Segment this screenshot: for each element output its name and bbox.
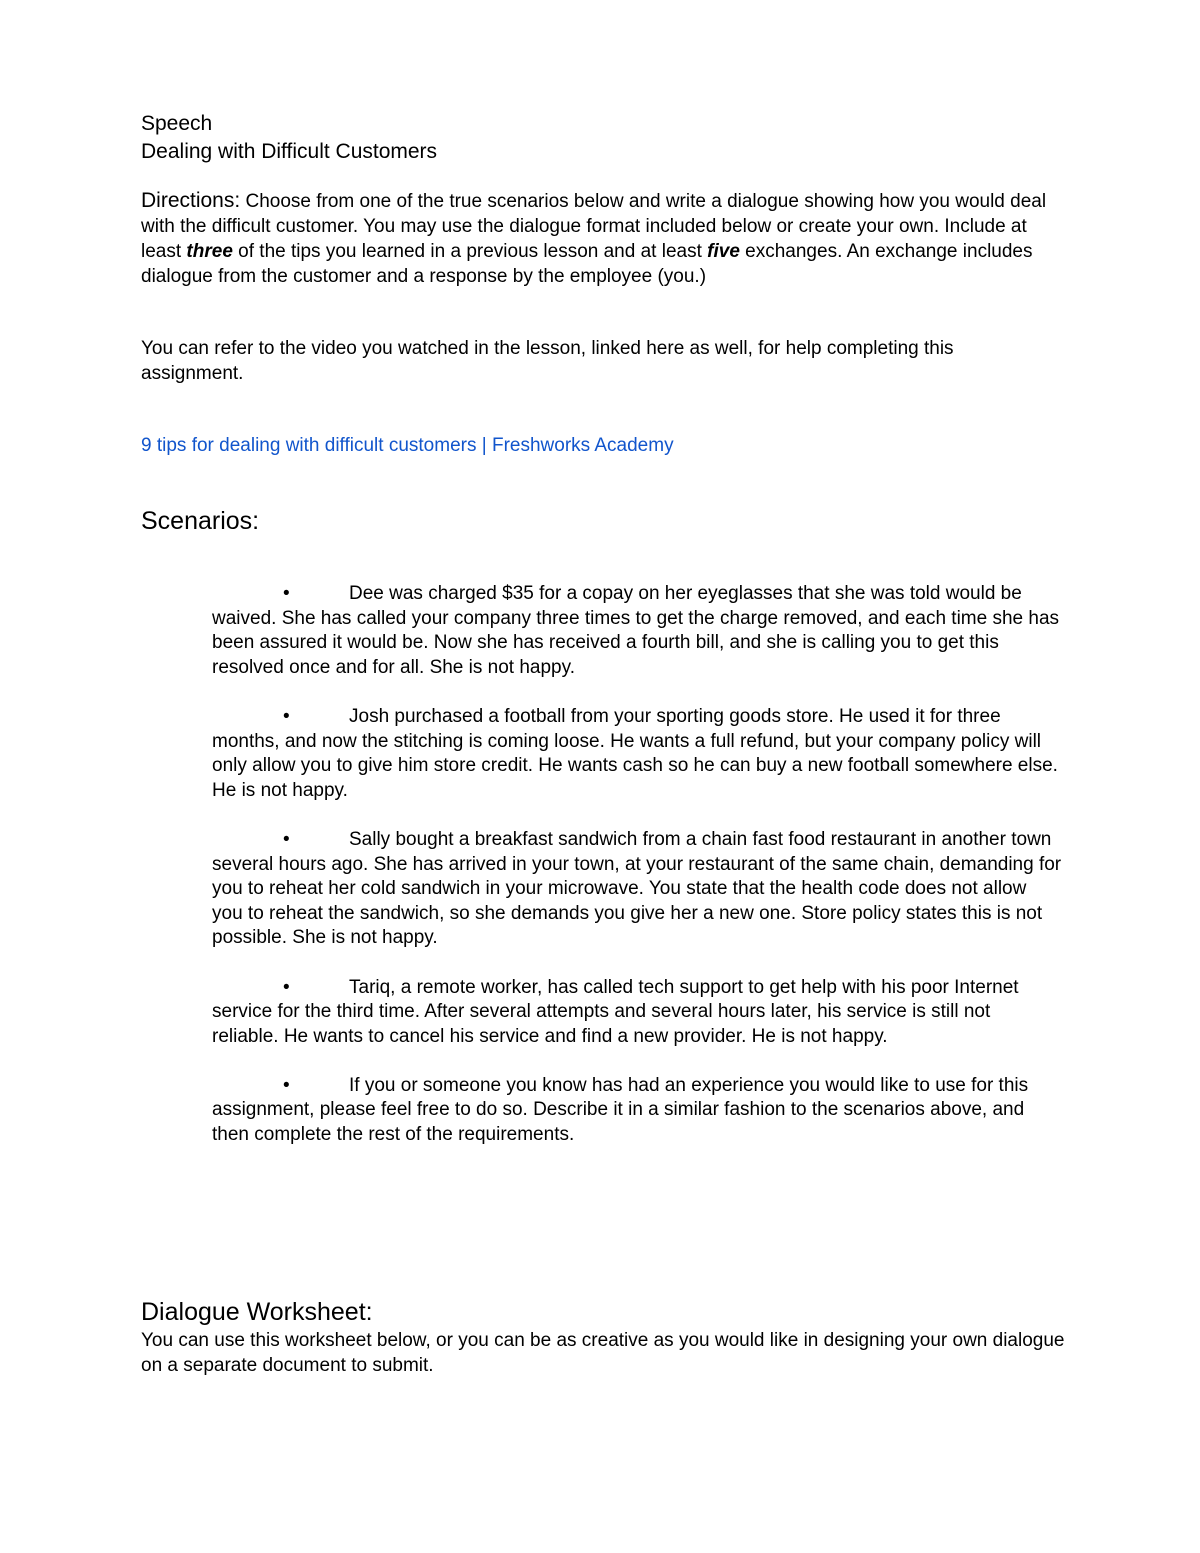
scenario-item [212, 976, 1062, 1050]
scenario-text: Dee was charged $35 for a copay on her eyeglasses that she was told would be waived. She has called your company three times to get the charge removed, and each time she has been assured it would be. Now she has received a fourth bill, and she is calling you to get this resolved once and for all. She is not happy. [212, 583, 1060, 678]
refer-paragraph: You can refer to the video you watched in the lesson, linked here as well, for help completing this assignment. [141, 338, 954, 384]
directions-paragraph [141, 188, 1061, 289]
scenario-item [212, 705, 1062, 803]
worksheet-instructions: You can use this worksheet below, or you can be as creative as you would like in designing your own dialogue on a separate document to submit. [141, 1330, 1065, 1377]
scenarios-list [141, 582, 1062, 1148]
directions-text-part-1: Choose from one of the true scenarios below and write a dialogue showing how you would deal with the difficult customer. You may use the dialogue format included below or create your own. Include at least [141, 191, 1047, 262]
video-link[interactable]: 9 tips for dealing with difficult customers | Freshworks Academy [141, 435, 674, 456]
bullet-icon: • [283, 828, 290, 850]
directions-text-part-3: exchanges. An exchange includes dialogue from the customer and a response by the employee (you.) [141, 241, 1033, 287]
directions-emphasis-five: five [707, 241, 740, 262]
directions-text-part-2: of the tips you learned in a previous lesson and at least [232, 241, 708, 262]
course-name: Speech [141, 112, 213, 135]
scenario-text: Tariq, a remote worker, has called tech support to get help with his poor Internet service for the third time. After several attempts and several hours later, his service is still not reliable. He wants to cancel his service and find a new provider. He is not happy. [212, 976, 1019, 1047]
bullet-icon: • [283, 1074, 290, 1096]
scenario-text: If you or someone you know has had an experience you would like to use for this assignment, please feel free to do so. Describe it in a similar fashion to the scenarios above, and then complete the rest of the requirements. [212, 1074, 1029, 1146]
directions-emphasis-three: three [186, 241, 233, 262]
scenario-item [212, 582, 1062, 680]
document-title: Dealing with Difficult Customers [141, 140, 438, 163]
directions-label: Directions: [141, 189, 241, 212]
bullet-icon: • [283, 583, 290, 604]
scenario-text: Josh purchased a football from your sporting goods store. He used it for three months, and now the stitching is coming loose. He wants a full refund, but your company policy will only allow you to give him store credit. He wants cash so he can buy a new football somewhere else. He is not happy. [212, 705, 1058, 801]
scenario-item [212, 1074, 1062, 1148]
worksheet-heading: Dialogue Worksheet: [141, 1298, 373, 1327]
blank-space [141, 1172, 1060, 1296]
scenario-item [212, 828, 1062, 951]
scenarios-heading: Scenarios: [141, 507, 260, 535]
bullet-icon: • [283, 976, 290, 998]
bullet-icon: • [283, 705, 290, 727]
scenario-text: Sally bought a breakfast sandwich from a chain fast food restaurant in another town several hours ago. She has arrived in your town, at your restaurant of the same chain, demanding for you to reheat her cold sandwich in your microwave. You state that the health code does not allow you to reheat the sandwich, so she demands you give her a new one. Store policy states this is not possible. She is not happy. [212, 828, 1062, 949]
